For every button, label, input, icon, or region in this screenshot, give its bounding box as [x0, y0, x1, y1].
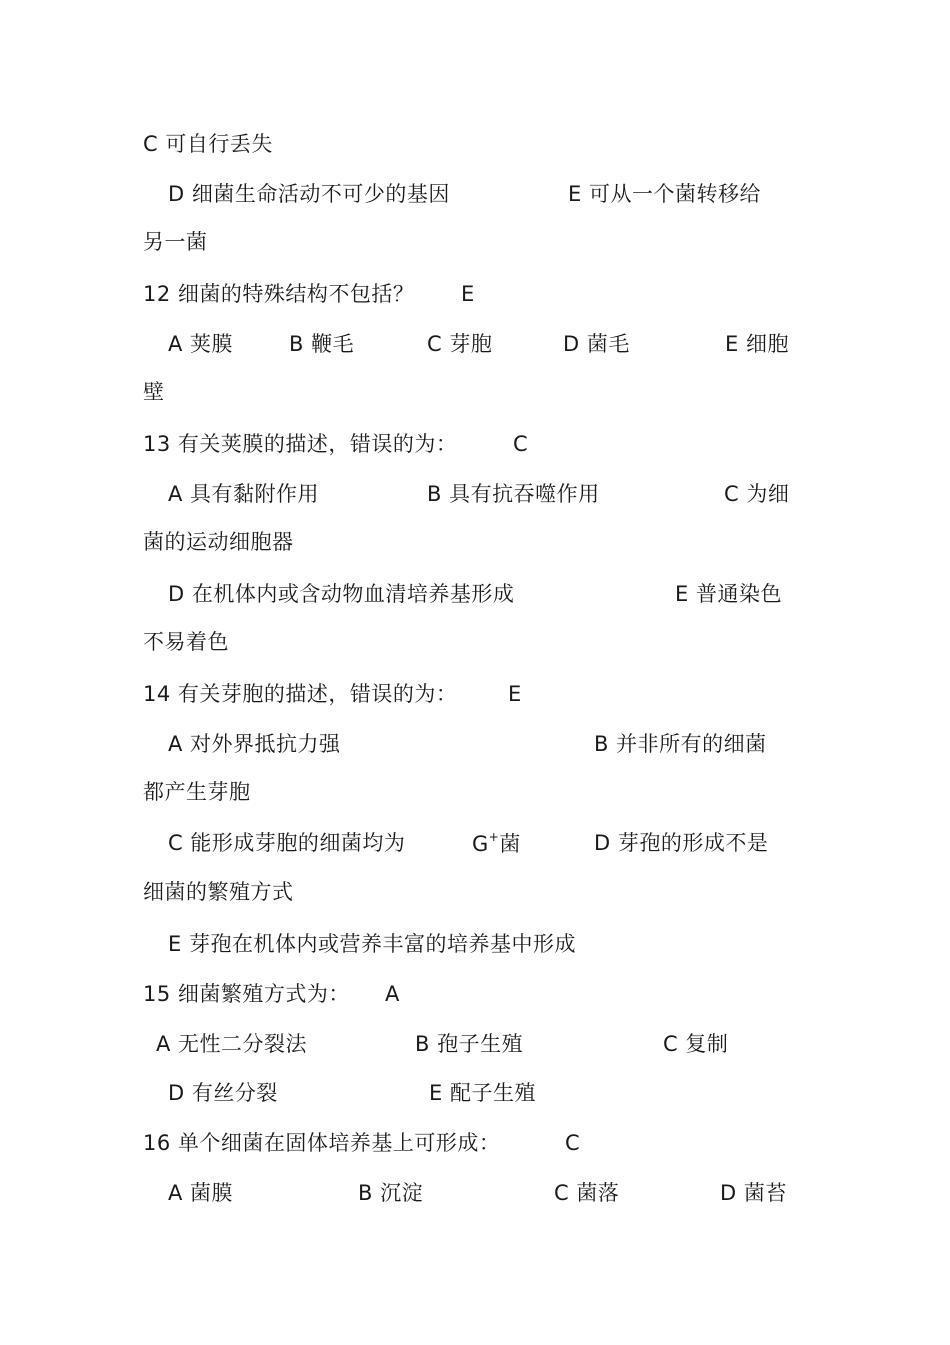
q14-option-b: B 并非所有的细菌: [594, 732, 767, 756]
q14-gram-letter: G: [472, 832, 489, 856]
option-c-text: C 可自行丢失: [143, 132, 273, 156]
q13-option-b: B 具有抗吞噬作用: [427, 482, 600, 506]
q15-option-b: B 孢子生殖: [415, 1032, 524, 1056]
q13-option-c: C 为细: [724, 482, 790, 506]
q15-option-e: E 配子生殖: [429, 1081, 536, 1105]
q12-option-c: C 芽胞: [427, 332, 493, 356]
q14-gram-jun: 菌: [499, 832, 521, 856]
q14-option-d-continuation: 细菌的繁殖方式: [143, 880, 294, 904]
q14-option-c-gram-positive: [472, 831, 521, 857]
q14-option-e: E 芽孢在机体内或营养丰富的培养基中形成: [168, 932, 576, 956]
q13-option-e: E 普通染色: [675, 582, 782, 606]
q13-option-c-continuation: 菌的运动细胞器: [143, 530, 294, 554]
option-e-text: E 可从一个菌转移给: [568, 182, 761, 206]
q14-gram-plus: +: [488, 830, 500, 844]
q16-option-d: D 菌苔: [720, 1181, 787, 1205]
q15-option-c: C 复制: [663, 1032, 729, 1056]
q12-option-d: D 菌毛: [563, 332, 630, 356]
question-13: 13 有关荚膜的描述，错误的为：: [143, 432, 458, 456]
q15-option-a: A 无性二分裂法: [156, 1032, 308, 1056]
question-12: 12 细菌的特殊结构不包括？: [143, 282, 415, 306]
question-14-answer: E: [508, 682, 522, 706]
question-15: 15 细菌繁殖方式为：: [143, 982, 350, 1006]
question-15-answer: A: [385, 982, 400, 1006]
q14-option-d: D 芽孢的形成不是: [594, 831, 769, 855]
question-14: 14 有关芽胞的描述，错误的为：: [143, 682, 458, 706]
q12-option-a: A 荚膜: [168, 332, 234, 356]
q14-option-c: C 能形成芽胞的细菌均为: [168, 831, 406, 855]
q14-option-b-continuation: 都产生芽胞: [143, 780, 251, 804]
question-13-answer: C: [513, 432, 529, 456]
question-12-answer: E: [461, 282, 475, 306]
question-16: 16 单个细菌在固体培养基上可形成：: [143, 1131, 501, 1155]
q13-option-e-continuation: 不易着色: [143, 630, 229, 654]
q12-option-e: E 细胞: [725, 332, 789, 356]
option-e-continuation: 另一菌: [143, 230, 208, 254]
q16-option-a: A 菌膜: [168, 1181, 234, 1205]
q16-option-b: B 沉淀: [358, 1181, 424, 1205]
q14-option-a: A 对外界抵抗力强: [168, 732, 341, 756]
q16-option-c: C 菌落: [554, 1181, 620, 1205]
q13-option-d: D 在机体内或含动物血清培养基形成: [168, 582, 515, 606]
q12-option-b: B 鞭毛: [289, 332, 355, 356]
question-16-answer: C: [565, 1131, 581, 1155]
q12-option-e-continuation: 壁: [143, 380, 165, 404]
q15-option-d: D 有丝分裂: [168, 1081, 278, 1105]
q13-option-a: A 具有黏附作用: [168, 482, 320, 506]
option-d-text: D 细菌生命活动不可少的基因: [168, 182, 450, 206]
